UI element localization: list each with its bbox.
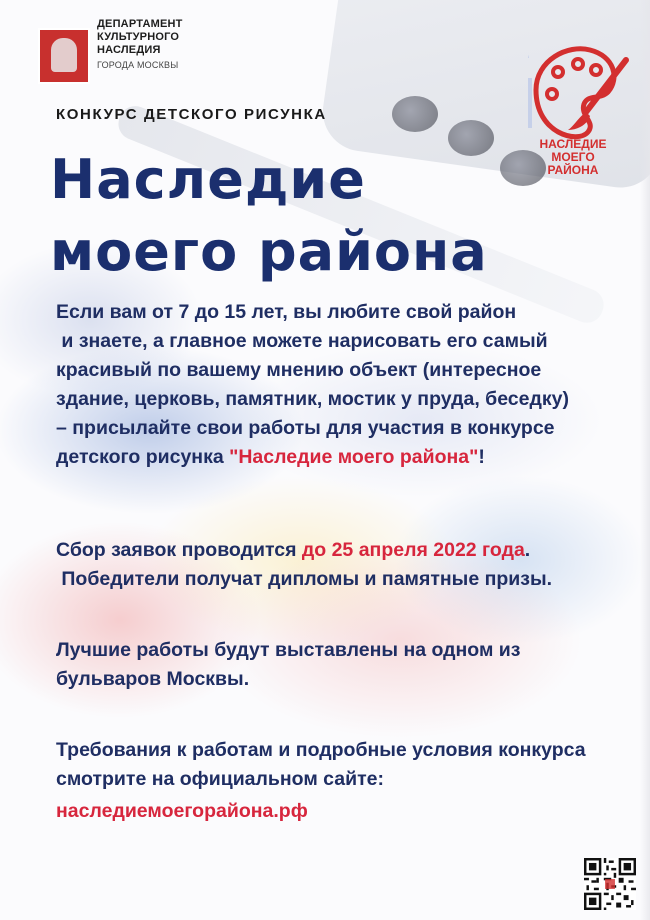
brand-line: РАЙОНА [547,163,599,177]
rider-figure [51,38,77,72]
text-fragment: ! [478,446,485,468]
text-fragment: . [524,539,531,561]
intro-paragraph [56,298,616,472]
moscow-coat-of-arms-icon [38,28,90,84]
paragraph-line: красивый по вашему мнению объект (интересное [56,359,542,381]
exhibition-paragraph [56,636,616,694]
paragraph-line: смотрите на официальном сайте: [56,768,384,790]
website-link[interactable]: наследиемоегорайона.рф [56,800,308,822]
deadline-paragraph [56,536,616,594]
paragraph-line: Требования к работам и подробные условия конкурса [56,739,586,761]
department-line: ДЕПАРТАМЕНТ [97,18,183,30]
department-city: ГОРОДА МОСКВЫ [97,60,179,70]
paragraph-line: Если вам от 7 до 15 лет, вы любите свой район [56,301,517,323]
page-title [50,144,570,288]
text-fragment: Сбор заявок проводится [56,539,302,561]
requirements-paragraph [56,736,616,794]
brand-line: МОЕГО [551,150,595,164]
brand-line: НАСЛЕДИЕ [539,137,607,151]
paragraph-line: бульваров Москвы. [56,668,250,690]
text-fragment: детского рисунка [56,446,230,468]
paragraph-line [56,443,616,472]
department-line: НАСЛЕДИЯ [97,44,161,56]
paragraph-line: – присылайте свои работы для участия в конкурсе [56,417,555,439]
department-line: КУЛЬТУРНОГО [97,31,180,43]
paragraph-line [56,536,616,565]
paragraph-line: здание, церковь, памятник, мостик у пруда, беседку) [56,388,569,410]
paint-well-decoration [392,96,438,132]
paragraph-line: и знаете, а главное можете нарисовать его самый [56,330,548,352]
title-line: Наследие [50,148,366,211]
paragraph-line: Лучшие работы будут выставлены на одном из [56,639,521,661]
qr-code-icon[interactable] [584,858,636,910]
deadline-highlight: до 25 апреля 2022 года [301,539,525,561]
contest-label: КОНКУРС ДЕТСКОГО РИСУНКА [56,106,327,123]
department-name [97,18,237,72]
contest-name-highlight: "Наследие моего района" [229,446,479,468]
title-line: моего района [50,220,488,283]
paragraph-line: Победители получат дипломы и памятные призы. [56,568,553,590]
scan-edge [640,0,650,920]
